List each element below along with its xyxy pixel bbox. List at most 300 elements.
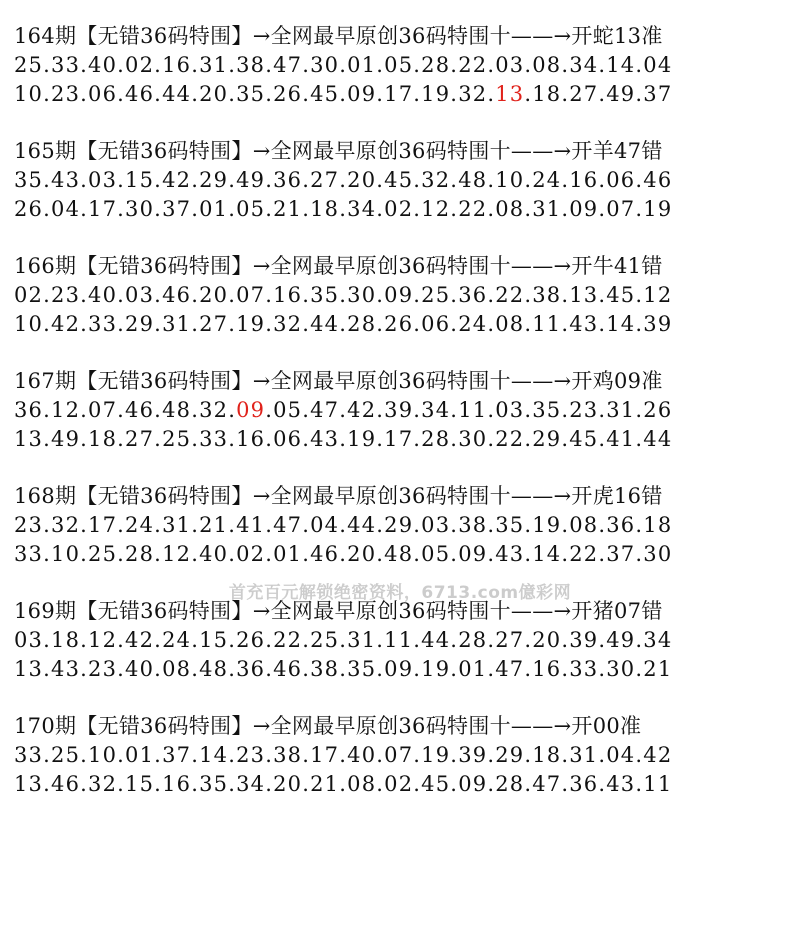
number-cell: 11 [643,772,673,796]
separator-dot: . [413,168,422,192]
number-cell: 27 [199,312,229,336]
separator-dot: . [413,312,422,336]
separator-dot: . [376,542,385,566]
separator-dot: . [117,772,126,796]
separator-dot: . [80,312,89,336]
number-row [14,166,794,195]
number-cell: 15 [199,628,229,652]
number-cell: 13 [569,283,599,307]
separator-dot: . [561,743,570,767]
separator-dot: . [117,283,126,307]
number-cell: 46 [51,772,81,796]
separator-dot: . [302,312,311,336]
number-cell: 25 [310,628,340,652]
number-cell: 30 [458,427,488,451]
number-cell: 08 [495,312,525,336]
separator-dot: . [376,53,385,77]
number-cell: 26 [14,197,44,221]
number-row [14,511,794,540]
separator-dot: . [376,427,385,451]
number-cell: 29 [495,743,525,767]
number-cell: 20 [347,542,377,566]
number-cell: 39 [458,743,488,767]
number-cell: 28 [495,772,525,796]
number-cell: 27 [495,628,525,652]
separator-dot: . [43,772,52,796]
number-cell: 22 [458,53,488,77]
number-cell: 35 [347,657,377,681]
separator-dot: . [265,657,274,681]
number-cell: 09 [569,197,599,221]
number-cell: 21 [199,513,229,537]
number-cell: 35 [236,82,266,106]
number-cell: 46 [162,283,192,307]
number-cell: 35 [199,772,229,796]
separator-dot: . [117,168,126,192]
number-cell: 40 [88,53,118,77]
period-entry [14,482,794,569]
separator-dot: . [524,628,533,652]
separator-dot: . [265,283,274,307]
number-cell: 19 [643,197,673,221]
number-cell: 42 [347,398,377,422]
separator-dot: . [376,657,385,681]
separator-dot: . [450,398,459,422]
number-cell: 30 [347,283,377,307]
period-entry [14,252,794,339]
number-row [14,195,794,224]
separator-dot: . [80,513,89,537]
separator-dot: . [302,542,311,566]
number-cell: 12 [88,628,118,652]
number-cell: 22 [495,283,525,307]
number-cell: 33 [569,657,599,681]
number-cell: 19 [421,82,451,106]
separator-dot: . [450,772,459,796]
number-cell: 25 [421,283,451,307]
separator-dot: . [635,283,644,307]
number-cell: 23 [51,82,81,106]
number-cell: 18 [88,427,118,451]
separator-dot: . [450,82,459,106]
number-cell: 14 [606,53,636,77]
number-cell: 18 [643,513,673,537]
number-cell: 40 [125,657,155,681]
separator-dot: . [524,657,533,681]
number-cell: 13 [14,427,44,451]
number-cell: 34 [347,197,377,221]
separator-dot: . [561,513,570,537]
separator-dot: . [376,398,385,422]
number-cell: 44 [162,82,192,106]
prediction-list [14,22,794,827]
number-cell: 28 [421,427,451,451]
number-cell: 43 [51,168,81,192]
separator-dot: . [635,542,644,566]
period-header: 164期【无错36码特围】→全网最早原创36码特围十——→开蛇13准 [14,24,663,48]
number-cell: 27 [310,168,340,192]
separator-dot: . [80,197,89,221]
number-cell: 12 [51,398,81,422]
separator-dot: . [117,542,126,566]
separator-dot: . [598,197,607,221]
separator-dot: . [635,657,644,681]
number-cell: 38 [532,283,562,307]
separator-dot: . [80,168,89,192]
separator-dot: . [302,427,311,451]
number-cell: 06 [606,168,636,192]
separator-dot: . [80,53,89,77]
separator-dot: . [635,312,644,336]
separator-dot: . [265,312,274,336]
separator-dot: . [265,82,274,106]
separator-dot: . [302,657,311,681]
number-cell: 21 [643,657,673,681]
number-cell: 35 [310,283,340,307]
separator-dot: . [339,542,348,566]
separator-dot: . [635,53,644,77]
number-cell: 36 [14,398,44,422]
separator-dot: . [191,628,200,652]
separator-dot: . [117,628,126,652]
number-cell: 43 [51,657,81,681]
number-cell: 38 [273,743,303,767]
number-cell: 25 [51,743,81,767]
separator-dot: . [154,542,163,566]
separator-dot: . [561,628,570,652]
number-cell: 24 [458,312,488,336]
number-cell: 36 [606,513,636,537]
separator-dot: . [635,628,644,652]
separator-dot: . [191,197,200,221]
number-cell: 18 [532,743,562,767]
separator-dot: . [561,427,570,451]
separator-dot: . [598,513,607,537]
separator-dot: . [524,398,533,422]
number-cell: 38 [236,53,266,77]
separator-dot: . [339,513,348,537]
number-cell: 09 [347,82,377,106]
period-entry [14,597,794,684]
separator-dot: . [191,513,200,537]
number-cell: 45 [310,82,340,106]
separator-dot: . [228,82,237,106]
separator-dot: . [117,53,126,77]
separator-dot: . [228,398,237,422]
separator-dot: . [339,197,348,221]
separator-dot: . [413,53,422,77]
number-cell: 31 [606,398,636,422]
number-cell: 16 [162,772,192,796]
number-cell: 04 [310,513,340,537]
number-cell: 36 [458,283,488,307]
separator-dot: . [43,657,52,681]
separator-dot: . [635,513,644,537]
number-row [14,425,794,454]
number-cell: 09 [458,542,488,566]
number-cell: 07 [236,283,266,307]
number-cell: 47 [310,398,340,422]
separator-dot: . [265,427,274,451]
separator-dot: . [302,398,311,422]
number-cell: 20 [273,772,303,796]
separator-dot: . [561,312,570,336]
number-row [14,540,794,569]
separator-dot: . [302,283,311,307]
number-cell: 47 [495,657,525,681]
number-cell: 29 [384,513,414,537]
number-row [14,770,794,799]
number-cell: 44 [347,513,377,537]
separator-dot: . [635,197,644,221]
number-cell: 38 [310,657,340,681]
separator-dot: . [376,197,385,221]
separator-dot: . [598,628,607,652]
number-cell: 12 [421,197,451,221]
separator-dot: . [635,427,644,451]
number-cell: 31 [162,312,192,336]
number-cell: 44 [643,427,673,451]
number-cell: 01 [273,542,303,566]
separator-dot: . [598,398,607,422]
number-cell: 05 [273,398,303,422]
separator-dot: . [154,82,163,106]
separator-dot: . [598,168,607,192]
number-cell: 44 [421,628,451,652]
number-cell: 45 [421,772,451,796]
number-cell: 42 [643,743,673,767]
number-cell: 03 [421,513,451,537]
number-cell: 28 [347,312,377,336]
separator-dot: . [117,513,126,537]
number-cell: 30 [310,53,340,77]
number-cell: 32 [88,772,118,796]
number-cell: 01 [125,743,155,767]
number-cell: 28 [458,628,488,652]
number-cell: 29 [199,168,229,192]
number-cell: 01 [458,657,488,681]
number-cell: 21 [310,772,340,796]
number-cell: 05 [236,197,266,221]
separator-dot: . [450,657,459,681]
separator-dot: . [487,657,496,681]
separator-dot: . [43,283,52,307]
number-cell: 21 [273,197,303,221]
separator-dot: . [524,82,533,106]
number-cell: 05 [421,542,451,566]
separator-dot: . [598,53,607,77]
separator-dot: . [376,168,385,192]
number-cell: 17 [88,197,118,221]
separator-dot: . [117,427,126,451]
number-cell: 36 [273,168,303,192]
number-cell: 10 [14,82,44,106]
separator-dot: . [376,628,385,652]
number-cell: 12 [162,542,192,566]
number-cell: 10 [14,312,44,336]
number-cell: 06 [88,82,118,106]
number-cell: 28 [125,542,155,566]
separator-dot: . [450,542,459,566]
separator-dot: . [561,53,570,77]
period-header: 166期【无错36码特围】→全网最早原创36码特围十——→开牛41错 [14,254,663,278]
number-cell: 03 [495,398,525,422]
number-cell: 22 [569,542,599,566]
number-cell: 19 [421,657,451,681]
separator-dot: . [376,283,385,307]
number-cell: 48 [199,657,229,681]
number-cell: 18 [310,197,340,221]
number-cell: 39 [569,628,599,652]
separator-dot: . [413,398,422,422]
number-cell: 33 [88,312,118,336]
separator-dot: . [413,542,422,566]
number-cell: 26 [643,398,673,422]
separator-dot: . [265,628,274,652]
number-cell: 24 [162,628,192,652]
number-cell: 46 [310,542,340,566]
number-cell: 03 [14,628,44,652]
number-cell: 26 [384,312,414,336]
number-cell: 40 [347,743,377,767]
number-cell: 06 [273,427,303,451]
number-cell: 39 [643,312,673,336]
number-cell: 31 [569,743,599,767]
separator-dot: . [154,427,163,451]
number-cell: 23 [236,743,266,767]
separator-dot: . [80,283,89,307]
number-cell: 49 [606,82,636,106]
number-cell: 13 [495,82,525,106]
separator-dot: . [524,53,533,77]
number-cell: 14 [606,312,636,336]
number-cell: 15 [125,772,155,796]
number-cell: 26 [236,628,266,652]
number-cell: 42 [125,628,155,652]
separator-dot: . [228,628,237,652]
period-header: 165期【无错36码特围】→全网最早原创36码特围十——→开羊47错 [14,139,663,163]
separator-dot: . [43,542,52,566]
number-cell: 09 [384,657,414,681]
number-cell: 23 [569,398,599,422]
number-cell: 37 [643,82,673,106]
separator-dot: . [154,513,163,537]
number-cell: 14 [532,542,562,566]
number-cell: 49 [51,427,81,451]
number-cell: 05 [384,53,414,77]
number-cell: 40 [88,283,118,307]
number-cell: 08 [347,772,377,796]
number-cell: 22 [458,197,488,221]
separator-dot: . [228,427,237,451]
separator-dot: . [339,312,348,336]
number-cell: 46 [125,82,155,106]
separator-dot: . [191,312,200,336]
separator-dot: . [450,743,459,767]
separator-dot: . [561,772,570,796]
separator-dot: . [561,398,570,422]
number-row [14,281,794,310]
number-cell: 44 [310,312,340,336]
separator-dot: . [487,53,496,77]
number-cell: 07 [88,398,118,422]
separator-dot: . [450,312,459,336]
separator-dot: . [302,197,311,221]
number-cell: 28 [421,53,451,77]
separator-dot: . [191,427,200,451]
number-cell: 02 [125,53,155,77]
watermark-text: 首充百元解锁绝密资料，6713.com億彩网 [228,583,572,603]
number-cell: 45 [569,427,599,451]
separator-dot: . [487,283,496,307]
number-cell: 18 [532,82,562,106]
separator-dot: . [487,772,496,796]
number-row [14,310,794,339]
separator-dot: . [302,513,311,537]
separator-dot: . [302,82,311,106]
separator-dot: . [598,772,607,796]
separator-dot: . [117,197,126,221]
number-cell: 45 [606,283,636,307]
separator-dot: . [191,743,200,767]
number-cell: 02 [236,542,266,566]
number-cell: 03 [495,53,525,77]
separator-dot: . [43,53,52,77]
separator-dot: . [228,312,237,336]
number-cell: 46 [125,398,155,422]
separator-dot: . [450,628,459,652]
number-cell: 48 [162,398,192,422]
number-cell: 16 [273,283,303,307]
separator-dot: . [228,743,237,767]
number-cell: 41 [606,427,636,451]
number-cell: 40 [199,542,229,566]
number-cell: 04 [606,743,636,767]
separator-dot: . [302,772,311,796]
separator-dot: . [561,168,570,192]
separator-dot: . [191,283,200,307]
number-cell: 14 [199,743,229,767]
period-entry [14,712,794,799]
number-row [14,51,794,80]
separator-dot: . [43,168,52,192]
separator-dot: . [450,427,459,451]
separator-dot: . [524,197,533,221]
separator-dot: . [450,283,459,307]
separator-dot: . [524,427,533,451]
number-cell: 27 [569,82,599,106]
number-cell: 35 [532,398,562,422]
separator-dot: . [191,657,200,681]
separator-dot: . [265,513,274,537]
number-cell: 43 [495,542,525,566]
separator-dot: . [43,513,52,537]
separator-dot: . [376,743,385,767]
separator-dot: . [635,82,644,106]
period-entry [14,22,794,109]
separator-dot: . [265,398,274,422]
separator-dot: . [154,197,163,221]
separator-dot: . [376,772,385,796]
separator-dot: . [265,772,274,796]
number-cell: 43 [569,312,599,336]
separator-dot: . [154,53,163,77]
number-cell: 02 [384,772,414,796]
separator-dot: . [154,657,163,681]
separator-dot: . [228,772,237,796]
number-cell: 33 [14,743,44,767]
number-cell: 08 [495,197,525,221]
